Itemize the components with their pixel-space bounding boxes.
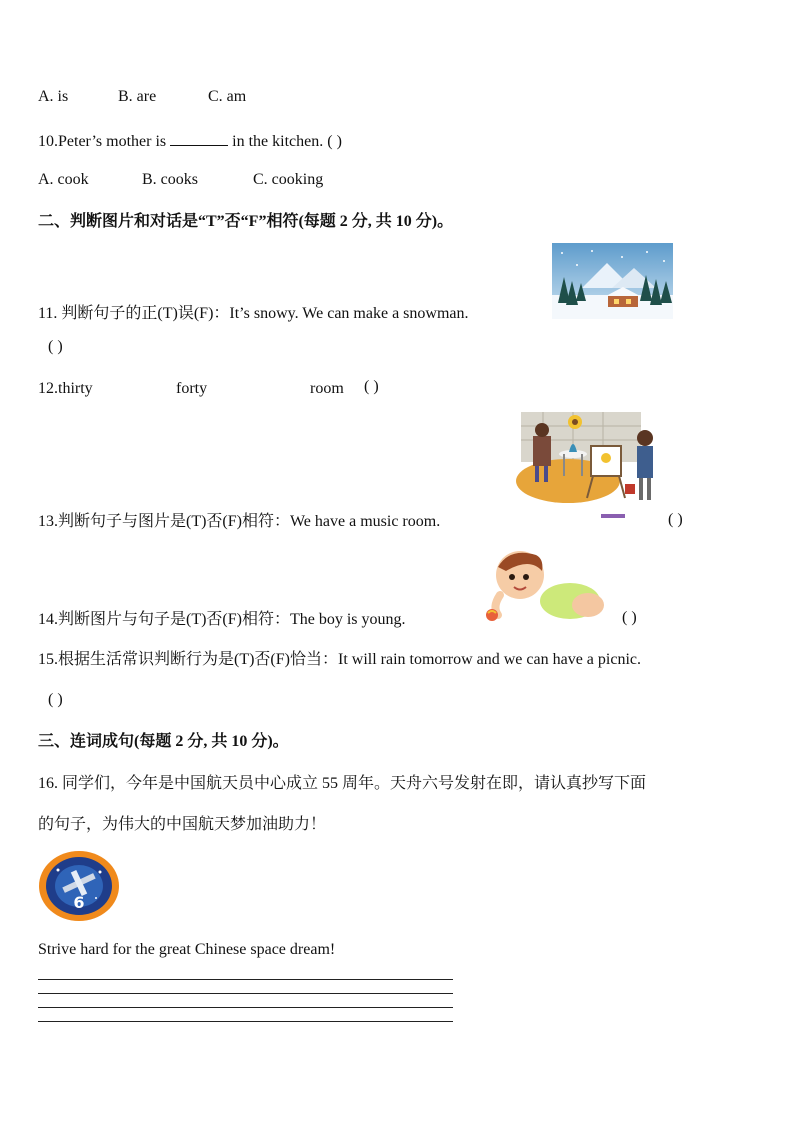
question-14: 14.判断图片与句子是(T)否(F)相符：The boy is young. — [38, 611, 406, 628]
q9-option-c: C. am — [208, 88, 247, 105]
q15-answer-paren[interactable]: ( ) — [48, 691, 63, 708]
question-10 — [38, 130, 342, 152]
q12-word-2: forty — [176, 380, 208, 397]
section-3-heading: 三、连词成句(每题 2 分, 共 10 分)。 — [38, 733, 289, 750]
young-boy-graphic — [470, 545, 608, 627]
q13-answer-paren[interactable]: ( ) — [668, 511, 683, 528]
space-mission-badge — [38, 850, 120, 922]
q12-word-1: 12.thirty — [38, 380, 93, 397]
q11-answer-paren[interactable]: ( ) — [48, 338, 63, 355]
copy-sentence: Strive hard for the great Chinese space dream! — [38, 941, 336, 958]
snowy-scene-graphic — [552, 243, 673, 319]
snowy-scene-image — [552, 243, 673, 319]
q10-option-a: A. cook — [38, 171, 89, 188]
question-15: 15.根据生活常识判断行为是(T)否(F)恰当：It will rain tomorrow and we can have a picnic. — [38, 651, 641, 668]
q10-blank[interactable] — [170, 130, 228, 146]
writing-line-1[interactable] — [38, 979, 453, 980]
question-11: 11. 判断句子的正(T)误(F)：It’s snowy. We can make a snowman. — [38, 305, 469, 322]
section-2-heading: 二、判断图片和对话是“T”否“F”相符(每题 2 分, 共 10 分)。 — [38, 213, 454, 230]
writing-line-2[interactable] — [38, 993, 453, 994]
q10-suffix: in the kitchen. — [228, 133, 324, 150]
q14-answer-paren[interactable]: ( ) — [622, 609, 637, 626]
question-13: 13.判断句子与图片是(T)否(F)相符：We have a music room. — [38, 513, 441, 530]
music-room-image — [513, 406, 663, 528]
q10-prefix: 10.Peter’s mother is — [38, 133, 171, 150]
q10-answer-paren[interactable]: ( ) — [327, 133, 342, 150]
q12-word-3: room — [310, 380, 344, 397]
music-room-graphic — [513, 406, 663, 528]
writing-line-3[interactable] — [38, 1007, 453, 1008]
q10-option-b: B. cooks — [142, 171, 198, 188]
q10-option-c: C. cooking — [253, 171, 324, 188]
writing-line-4[interactable] — [38, 1021, 453, 1022]
q9-option-a: A. is — [38, 88, 69, 105]
young-boy-image — [470, 545, 608, 627]
question-16-line-2: 的句子，为伟大的中国航天梦加油助力！ — [38, 816, 327, 833]
q12-answer-paren[interactable]: ( ) — [364, 378, 379, 395]
space-badge-graphic — [38, 850, 120, 922]
badge-number: 6 — [73, 893, 85, 912]
q9-option-b: B. are — [118, 88, 157, 105]
question-16-line-1: 16. 同学们，今年是中国航天员中心成立 55 周年。天舟六号发射在即，请认真抄写下面 — [38, 775, 647, 792]
